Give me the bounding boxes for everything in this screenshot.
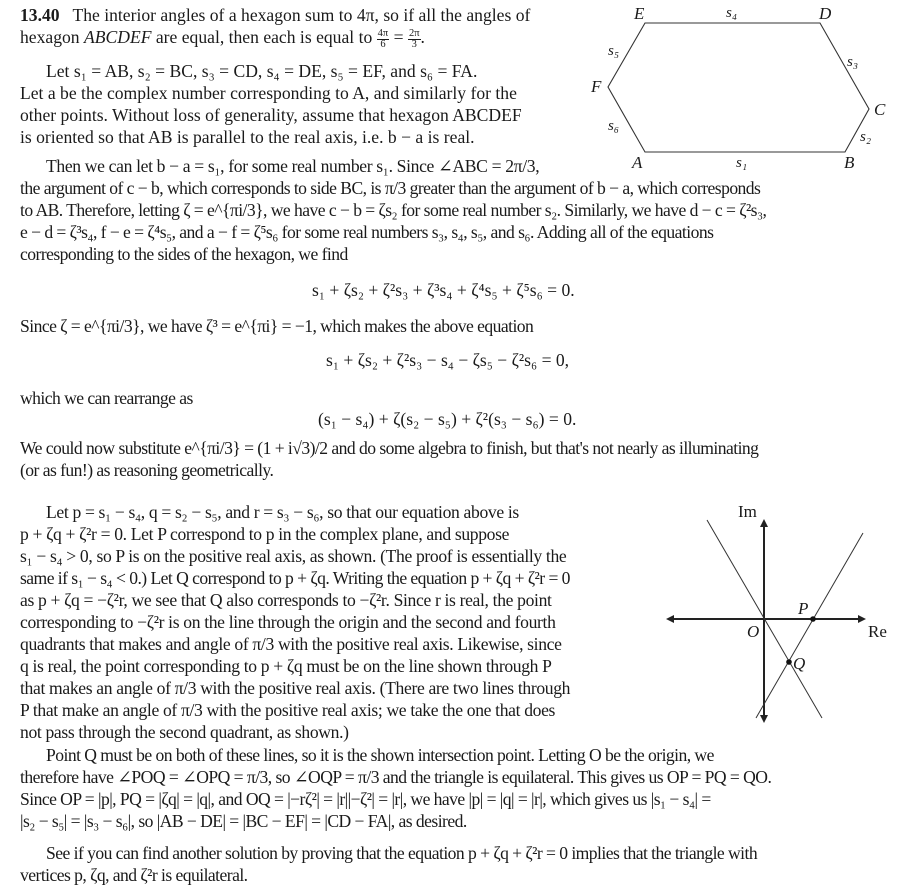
para3-line-5: corresponding to the sides of the hexagon, we find [20,244,348,264]
side-label-s4: s₄ [726,5,738,21]
para6-line-1: We could now substitute e^{πi/3} = (1 + i√3)/2 and do some algebra to finish, but that's not nearly as illuminating [20,438,759,458]
problem-intro-line-2: hexagon ABCDEF are equal, then each is equal to $\frac{4\pi}{6}$ = $\frac{2\pi}{3}$ . [20,27,425,50]
problem-number: 13.40 [20,5,60,25]
para7-line-2: p + ζq + ζ²r = 0. Let P correspond to p in the complex plane, and suppose [20,524,510,544]
label-origin: O [747,622,760,641]
label-q: Q [793,654,806,673]
para9-line-2: vertices p, ζq, and ζ²r is equilateral. [20,865,248,885]
side-label-s2: s₂ [860,129,872,145]
para9-line-1: See if you can find another solution by proving that the equation p + ζq + ζ²r = 0 implies that the triangle with [46,843,758,863]
para8-line-2: therefore have ∠POQ = ∠OPQ = π/3, so ∠OQP = π/3 and the triangle is equilateral. This gives us OP = PQ = QO. [20,767,772,787]
side-label-s3: s₃ [847,54,859,70]
vertex-label-e: E [634,4,645,23]
para3-line-4: e − d = ζ³s₄, f − e = ζ⁴s₅, and a − f = ζ⁵s₆ for some real numbers s₃, s₄, s₅, and s₆. Adding all of the equations [20,222,714,242]
point-p [810,616,816,622]
hexagon-shape [608,23,872,152]
para7-line-5: as p + ζq = −ζ²r, we see that Q also corresponds to −ζ²r. Since r is real, the point [20,590,552,610]
vertex-label-d: D [819,4,832,23]
para6-line-2: (or as fun!) as reasoning geometrically. [20,460,274,480]
para2-line-3: other points. Without loss of generality, assume that hexagon ABCDEF [20,105,522,125]
equation-rearranged: (s₁ − s₄) + ζ(s₂ − s₅) + ζ²(s₃ − s₆) = 0. [318,409,577,429]
para7-line-7: quadrants that makes and angle of π/3 with the positive real axis. Likewise, since [20,634,562,654]
side-label-s1: s₁ [736,155,748,171]
hexagon-name: ABCDEF [84,27,152,47]
para2-line-2: Let a be the complex number corresponding to A, and similarly for the [20,83,517,103]
label-p: P [798,599,809,618]
para8-line-3: Since OP = |p|, PQ = |ζq| = |q|, and OQ = |−rζ²| = |r||−ζ²| = |r|, we have |p| = |q| = |r|, which gives us |s₁ − s₄| = [20,789,711,809]
problem-intro-line-1 [20,4,530,26]
para2-line-1: Let s₁ = AB, s₂ = BC, s₃ = CD, s₄ = DE, s₅ = EF, and s₆ = FA. [46,61,478,81]
point-q [786,659,792,665]
para2-line-4: is oriented so that AB is parallel to the real axis, i.e. b − a is real. [20,127,475,147]
para7-line-1: Let p = s₁ − s₄, q = s₂ − s₅, and r = s₃ − s₆, so that our equation above is [46,502,519,522]
line-through-p [756,533,863,718]
vertex-label-c: C [874,100,886,119]
label-im: Im [738,502,757,521]
para8-line-1: Point Q must be on both of these lines, so it is the shown intersection point. Letting O be the origin, we [46,745,714,765]
para7-line-8: q is real, the point corresponding to p + ζq must be on the line shown through P [20,656,552,676]
para3-line-2: the argument of c − b, which corresponds to side BC, is π/3 greater than the argument of b − a, which corresponds [20,178,761,198]
complex-plane-diagram [650,495,911,735]
side-label-s5: s₅ [608,43,620,59]
label-re: Re [868,622,887,641]
fraction-2pi-3: $\frac{2\pi}{3}$ [408,28,420,50]
para7-line-4: same if s₁ − s₄ < 0.) Let Q correspond to p + ζq. Writing the equation p + ζq + ζ²r = 0 [20,568,570,588]
para4-line-1: Since ζ = e^{πi/3}, we have ζ³ = e^{πi} = −1, which makes the above equation [20,316,534,336]
para3-line-3: to AB. Therefore, letting ζ = e^{πi/3}, we have c − b = ζs₂ for some real number s₂. Similarly, we have d − c = ζ²s₃, [20,200,767,220]
vertex-label-a: A [632,153,643,172]
hexagon-diagram [580,0,911,180]
fraction-4pi-6: $\frac{4\pi}{6}$ [377,28,389,50]
text: The interior angles of a hexagon sum to 4π, so if all the angles of [72,5,531,25]
equation-simplified: s₁ + ζs₂ + ζ²s₃ − s₄ − ζs₅ − ζ²s₆ = 0, [326,350,570,370]
para3-line-1: Then we can let b − a = s₁, for some real number s₁. Since ∠ABC = 2π/3, [46,156,540,176]
para7-line-11: not pass through the second quadrant, as shown.) [20,722,349,742]
para8-line-4: |s₂ − s₅| = |s₃ − s₆|, so |AB − DE| = |BC − EF| = |CD − FA|, as desired. [20,811,467,831]
text: are equal, then each is equal to [151,27,377,47]
text: hexagon [20,27,85,47]
para7-line-3: s₁ − s₄ > 0, so P is on the positive real axis, as shown. (The proof is essentially the [20,546,567,566]
para7-line-10: P that make an angle of π/3 with the positive real axis; we take the one that does [20,700,556,720]
vertex-label-f: F [591,77,602,96]
para7-line-9: that makes an angle of π/3 with the positive real axis. (There are two lines through [20,678,571,698]
para7-line-6: corresponding to −ζ²r is on the line through the origin and the second and fourth [20,612,556,632]
equation-sum-sides: s₁ + ζs₂ + ζ²s₃ + ζ³s₄ + ζ⁴s₅ + ζ⁵s₆ = 0. [312,280,575,300]
side-label-s6: s₆ [608,118,620,134]
vertex-label-b: B [844,153,855,172]
para5-line-1: which we can rearrange as [20,388,193,408]
